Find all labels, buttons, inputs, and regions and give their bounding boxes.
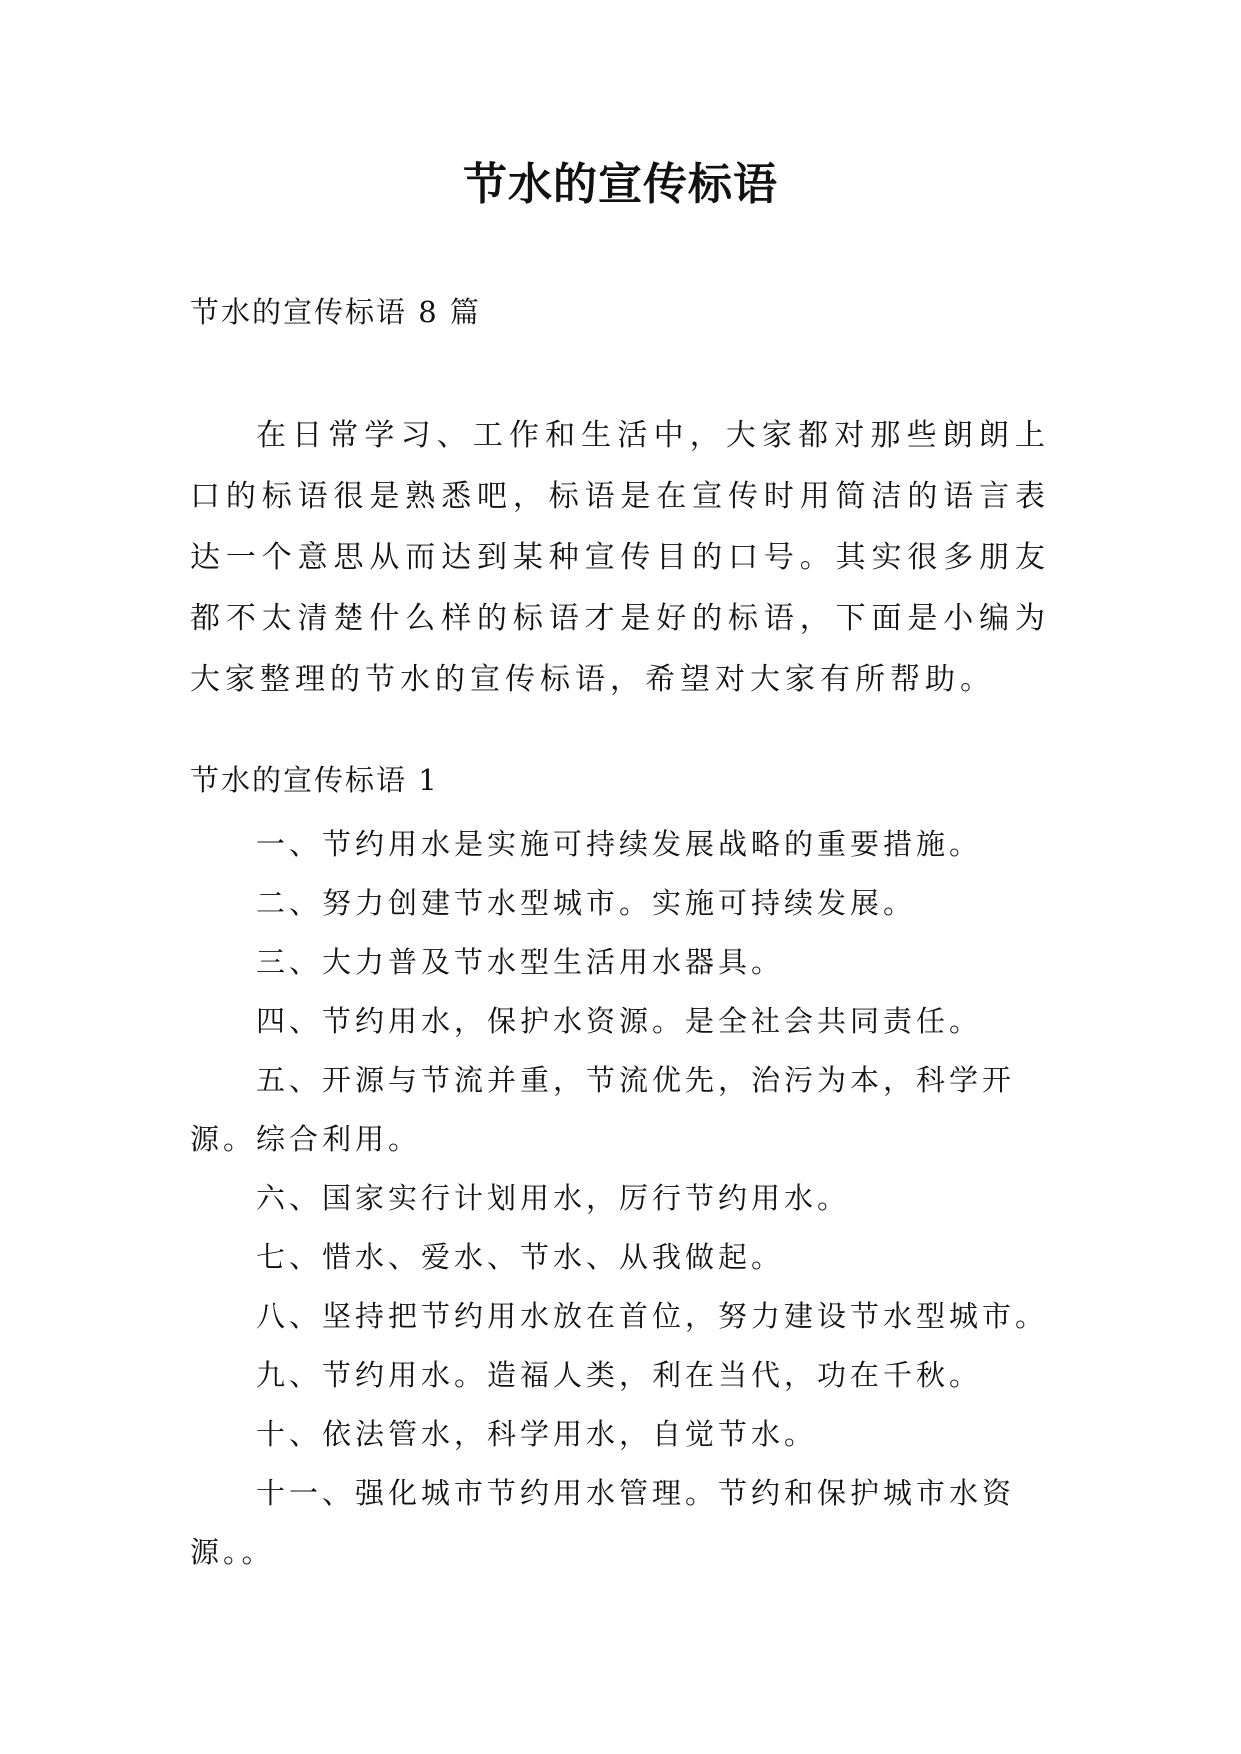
document-subtitle: 节水的宣传标语 8 篇 (190, 295, 481, 329)
slogan-item-6: 六、国家实行计划用水，厉行节约用水。 (256, 1181, 851, 1215)
intro-paragraph: 在日常学习、工作和生活中，大家都对那些朗朗上口的标语很是熟悉吧，标语是在宣传时用简洁的语言表达一个意思从而达到某种宣传目的口号。其实很多朋友都不太清楚什么样的标语才是好的标语，下面是小编为大家整理的节水的宣传标语，希望对大家有所帮助。 (190, 418, 1050, 697)
slogan-item-5: 五、开源与节流并重，节流优先，治污为本，科学开源。综合利用。 (190, 1063, 1016, 1156)
slogan-item-3: 三、大力普及节水型生活用水器具。 (256, 945, 785, 979)
slogan-item-4: 四、节约用水，保护水资源。是全社会共同责任。 (256, 1004, 983, 1038)
slogan-item-1: 一、节约用水是实施可持续发展战略的重要措施。 (256, 827, 983, 861)
slogan-item-10: 十、依法管水，科学用水，自觉节水。 (256, 1417, 818, 1451)
slogan-item-2: 二、努力创建节水型城市。实施可持续发展。 (256, 886, 917, 920)
section-heading: 节水的宣传标语 1 (190, 763, 439, 797)
slogan-item-8: 八、坚持把节约用水放在首位，努力建设节水型城市。 (256, 1299, 1049, 1333)
document-title: 节水的宣传标语 (463, 159, 778, 210)
slogan-item-7: 七、惜水、爱水、节水、从我做起。 (256, 1240, 785, 1274)
slogan-list (190, 815, 1070, 1582)
slogan-item-9: 九、节约用水。造福人类，利在当代，功在千秋。 (256, 1358, 983, 1392)
slogan-item-11: 十一、强化城市节约用水管理。节约和保护城市水资源。。 (190, 1476, 1016, 1569)
